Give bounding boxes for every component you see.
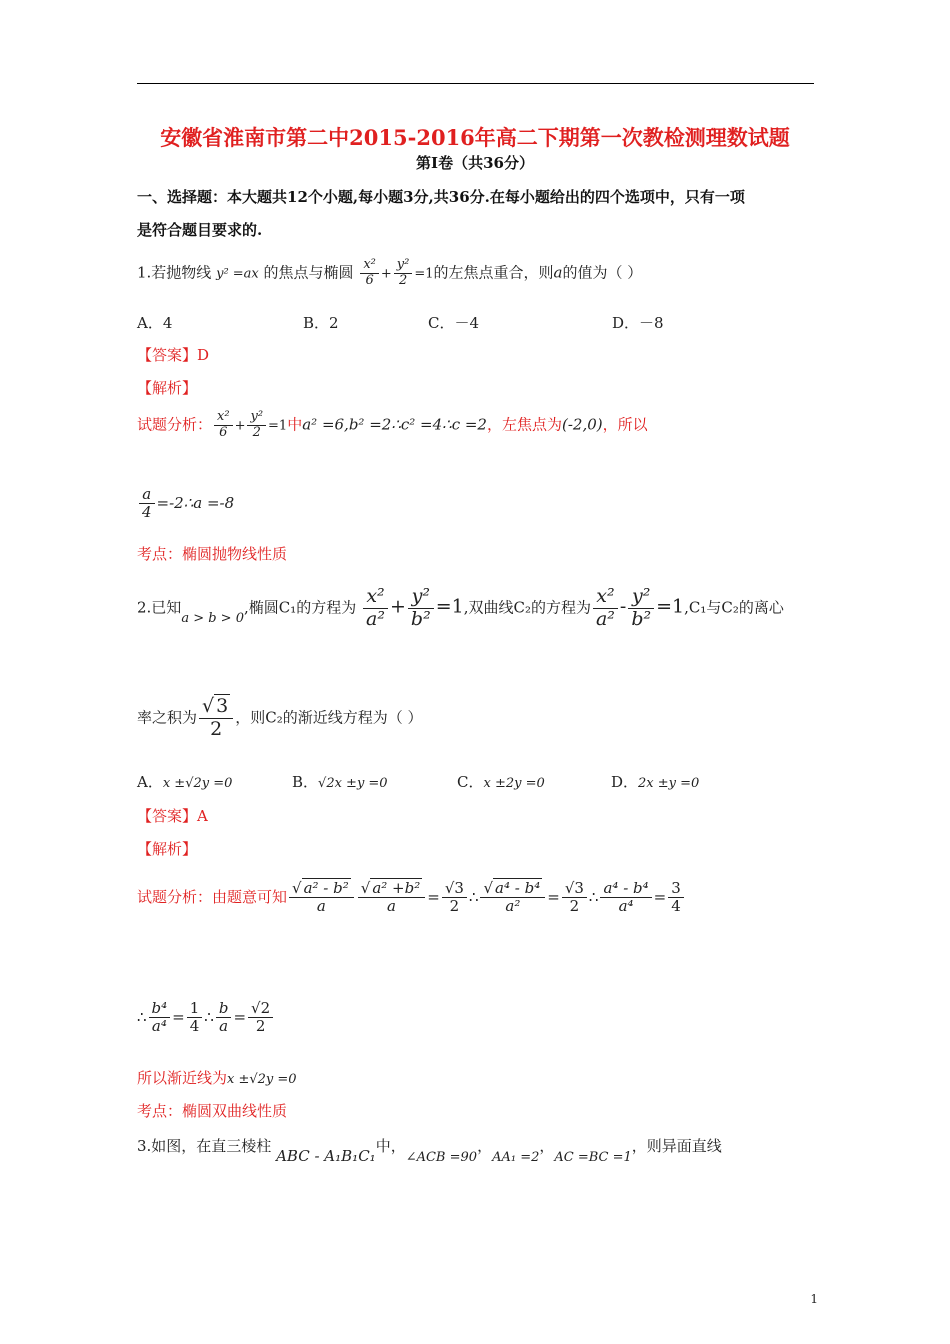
- q2-t3: ,C₁与C₂的离心: [684, 598, 784, 617]
- q2-sol-frac3: $\frac{√3}{2}$: [442, 880, 467, 916]
- q2-sol-frac5: $\frac{√3}{2}$: [562, 880, 587, 916]
- q1-sol2-expr: =-2∴a =-8: [156, 493, 235, 512]
- q1-kaodian: 考点：椭圆抛物线性质: [137, 545, 288, 563]
- q1-sol-frac-x: $\frac{\text{x²}}{6}$: [214, 410, 233, 441]
- q3-acbc: AC =BC =1: [554, 1150, 632, 1165]
- q2-line2-b: ，则C₂的渐近线方程为（ ）: [235, 708, 423, 727]
- page-number: 1: [810, 1292, 818, 1306]
- section-heading-line2: 是符合题目要求的.: [137, 221, 263, 239]
- q2-minus: -: [619, 595, 627, 618]
- q2-sol-frac1: $\frac{\text{√ a² - b²}}{a}$: [289, 880, 354, 916]
- q1-suffix: 的左焦点重合，则: [433, 263, 554, 282]
- q1-sol-label: 试题分析：: [137, 415, 213, 434]
- q2-answer: 【答案】A: [137, 807, 208, 825]
- header-rule: [137, 83, 814, 84]
- q2-stem-line2: [137, 696, 422, 741]
- q2-sol-label: 试题分析：由题意可知: [137, 887, 288, 906]
- q2-l2-therefore-a: ∴: [137, 1007, 147, 1026]
- q1-suffix2: 的值为（ ）: [562, 263, 643, 282]
- q2-product-frac: $\frac{√ 3}{2}$: [199, 696, 233, 741]
- q2-sol-therefore-a: ∴: [468, 887, 479, 906]
- q2-hyper-frac-x: $\frac{\text{x²}}{\text{a²}}$: [593, 586, 618, 631]
- q3-t2: ，则异面直线: [631, 1137, 722, 1155]
- q2-ellipse-frac-x: $\frac{\text{x²}}{\text{a²}}$: [363, 586, 388, 631]
- q1-sol2-frac: $\frac{a}{4}$: [139, 486, 155, 522]
- q1-stem: [137, 258, 642, 289]
- q3-t1: 中，: [375, 1137, 406, 1155]
- q2-cond: a > b > 0: [181, 611, 244, 627]
- q2-prefix: 2.已知: [137, 598, 182, 617]
- q1-sol-end: ，所以: [602, 415, 648, 434]
- q3-prism: ABC - A₁B₁C₁: [276, 1147, 376, 1165]
- q1-frac-y: $\frac{\text{y²}}{2}$: [394, 258, 413, 289]
- q2-stem-line1: [137, 586, 784, 631]
- q1-sol-eq1: =1: [268, 418, 288, 434]
- q2-hyper-eq1: =1: [656, 595, 685, 618]
- q1-eq1: =1: [414, 266, 434, 282]
- q3-aa1: AA₁ =2: [492, 1150, 540, 1165]
- q2-asym-text: 所以渐近线为: [137, 1069, 228, 1087]
- q2-sol-eq-a: =: [427, 887, 440, 906]
- q1-var-a: a: [553, 263, 563, 282]
- q2-sol-eq-b: =: [547, 887, 560, 906]
- q1-analysis-label: 【解析】: [137, 379, 198, 397]
- q1-option-c: C．－4: [428, 314, 480, 332]
- q2-option-b: B．√2x ±y =0: [292, 773, 388, 791]
- q2-sol-frac2: $\frac{\text{√ a² +b²}}{a}$: [358, 880, 425, 916]
- q2-hyper-frac-y: $\frac{\text{y²}}{\text{b²}}$: [628, 586, 654, 631]
- q2-ellipse-frac-y: $\frac{\text{y²}}{\text{b²}}$: [408, 586, 434, 631]
- q2-sol-frac7: $\frac{3}{4}$: [668, 880, 684, 916]
- q1-answer: 【答案】D: [137, 346, 210, 364]
- q1-prefix: 1.若抛物线: [137, 263, 212, 282]
- q2-l2-frac3: $\frac{b}{a}$: [216, 1000, 232, 1036]
- section-subtitle: 第Ⅰ卷（共36分）: [416, 154, 534, 172]
- q2-l2-eq-b: =: [233, 1007, 247, 1026]
- q1-sol-mid: 中: [287, 415, 303, 434]
- section-heading-line1: 一、选择题：本大题共12个小题,每小题3分,共36分.在每小题给出的四个选项中，只有一项: [137, 188, 745, 206]
- q1-plus: +: [380, 266, 392, 282]
- q2-l2-frac2: $\frac{1}{4}$: [187, 1000, 203, 1036]
- q1-sol-point: (-2,0): [562, 415, 603, 434]
- q2-analysis-label: 【解析】: [137, 840, 198, 858]
- q1-sol-frac-y: $\frac{\text{y²}}{2}$: [247, 410, 266, 441]
- q1-frac-x: $\frac{\text{x²}}{6}$: [360, 258, 379, 289]
- q2-t2: ,双曲线C₂的方程为: [463, 598, 591, 617]
- q2-solution-line2: [137, 1000, 275, 1036]
- q3-stem: [137, 1135, 722, 1165]
- q3-sep2: ，: [539, 1137, 555, 1155]
- q2-sol-frac4: $\frac{\text{√ a⁴ - b⁴}}{\text{a²}}$: [480, 880, 545, 916]
- q2-option-a: A．x ±√2y =0: [137, 773, 233, 791]
- q1-solution-line1: [137, 410, 648, 441]
- q1-mid-text: 的焦点与椭圆: [263, 263, 354, 282]
- q2-l2-frac1: $\frac{\text{b⁴}}{\text{a⁴}}$: [149, 1000, 171, 1036]
- q2-line2-a: 率之积为: [137, 708, 198, 727]
- q1-sol-focus: ，左焦点为: [486, 415, 562, 434]
- q2-option-d: D．2x ±y =0: [611, 773, 700, 791]
- q2-kaodian: 考点：椭圆双曲线性质: [137, 1102, 288, 1120]
- q1-sol-expr: a² =6,b² =2∴c² =4∴c =2: [302, 415, 487, 434]
- q3-sep: ，: [477, 1137, 493, 1155]
- q3-prefix: 3.如图，在直三棱柱: [137, 1137, 272, 1155]
- q2-sol-therefore-b: ∴: [588, 887, 599, 906]
- q2-sol-eq-c: =: [653, 887, 667, 906]
- q2-eq1: =1: [435, 595, 464, 618]
- q1-sol-plus: +: [234, 418, 246, 434]
- q2-solution-line1: [137, 880, 686, 916]
- q2-option-c: C．x ±2y =0: [457, 773, 545, 791]
- page-title: 安徽省淮南市第二中2015-2016年高二下期第一次教检测理数试题: [160, 125, 790, 150]
- q2-t1: ,椭圆C₁的方程为: [243, 598, 357, 617]
- q2-l2-frac4: $\frac{√2}{2}$: [248, 1000, 273, 1036]
- q1-option-a: A．4: [137, 314, 173, 332]
- q1-option-d: D．－8: [612, 314, 664, 332]
- q1-solution-line2: [137, 486, 234, 522]
- q2-l2-therefore-b: ∴: [204, 1007, 214, 1026]
- q1-parabola-eq: y² =ax: [216, 266, 259, 282]
- q2-asymptote: [137, 1067, 297, 1088]
- q3-angle: ∠ACB =90: [405, 1150, 478, 1165]
- q1-option-b: B．2: [303, 314, 339, 332]
- q2-sol-frac6: $\frac{\text{a⁴ - b⁴}}{\text{a⁴}}$: [600, 880, 651, 916]
- q2-asym-expr: x ±√2y =0: [227, 1072, 297, 1087]
- q2-l2-eq-a: =: [172, 1007, 185, 1026]
- q2-plus: +: [389, 595, 406, 618]
